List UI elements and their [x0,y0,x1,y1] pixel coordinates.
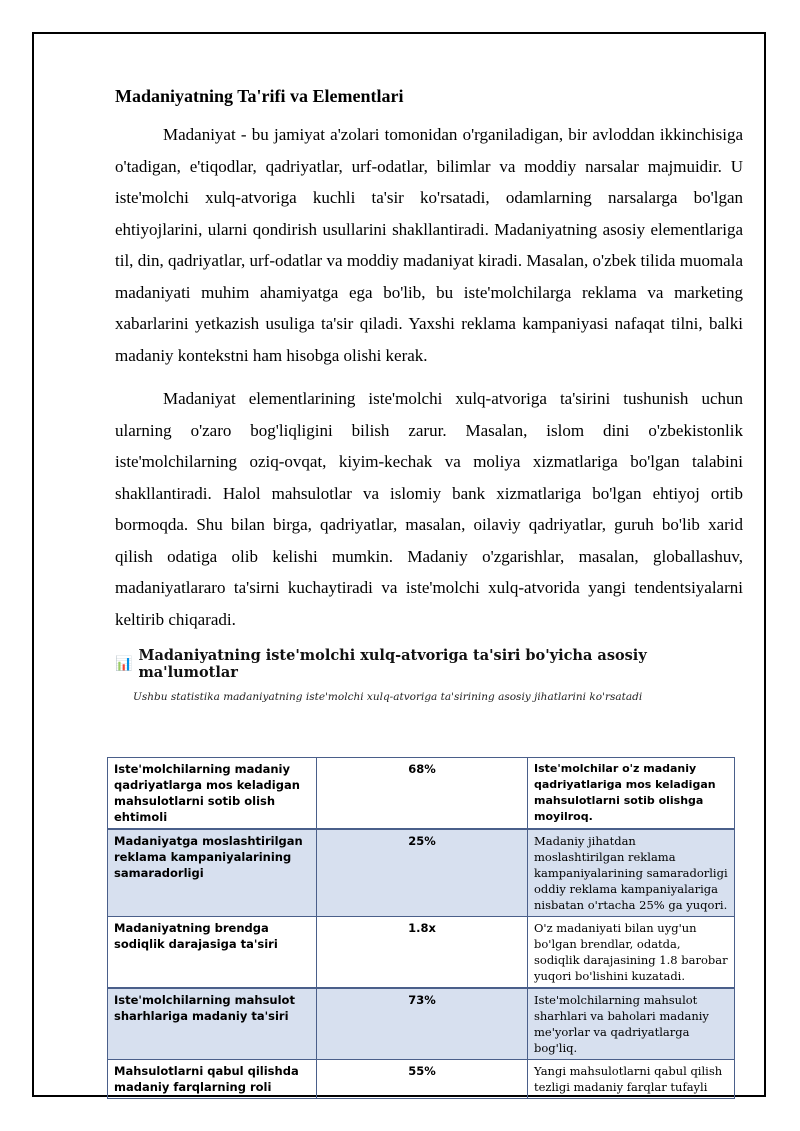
row-description: O'z madaniyati bilan uyg'un bo'lgan brendlar, odatda, sodiqlik darajasining 1.8 barobar yuqori bo'lishini kuzatadi. [528,917,735,989]
row-label: Mahsulotlarni qabul qilishda madaniy farqlarning roli [108,1060,317,1099]
row-description: Iste'molchilarning mahsulot sharhlari va baholari madaniy me'yorlar va qadriyatlarga bog'liq. [528,988,735,1060]
row-value: 68% [317,758,528,830]
paragraph-2: Madaniyat elementlarining iste'molchi xulq-atvoriga ta'sirini tushunish uchun ularning o'zaro bog'liqligini bilish zarur. Masalan, islom dini o'zbekistonlik iste'molchilarning oziq-ovqat, kiyim-kechak va moliya xizmatlariga bo'lgan talabini shakllantiradi. Halol mahsulotlar va islomiy bank xizmatlariga bo'lgan ehtiyoj ortib bormoqda. Shu bilan birga, qadriyatlar, masalan, oilaviy qadriyatlar, guruh bo'lib xarid qilish odatiga olib kelishi mumkin. Madaniy o'zgarishlar, masalan, globallashuv, madaniyatlararo ta'sirni kuchaytiradi va iste'molchi xulq-atvorida yangi tendentsiyalarni keltirib chiqaradi. [115,389,743,629]
stats-subtitle: Ushbu statistika madaniyatning iste'molchi xulq-atvoriga ta'sirining asosiy jihatlarini ko'rsatadi [133,691,643,703]
table-row [108,917,735,989]
table-row [108,1060,735,1099]
table-row [108,758,735,830]
row-label: Madaniyatga moslashtirilgan reklama kampaniyalarining samaradorligi [108,829,317,917]
paragraph-1: Madaniyat - bu jamiyat a'zolari tomonidan o'rganiladigan, bir avloddan ikkinchisiga o'tadigan, e'tiqodlar, qadriyatlar, urf-odatlar, bilimlar va moddiy narsalar majmuidir. U iste'molchi xulq-atvoriga kuchli ta'sir ko'rsatadi, odamlarning narsalarga bo'lgan ehtiyojlarini, ularni qondirish usullarini shakllantiradi. Madaniyatning asosiy elementlariga til, din, qadriyatlar, urf-odatlar va moddiy madaniyat kiradi. Masalan, o'zbek tilida muomala madaniyati muhim ahamiyatga ega bo'lib, bu iste'molchilarga reklama va marketing xabarlarini yetkazish usuliga ta'sir qiladi. Yaxshi reklama kampaniyasi nafaqat tilni, balki madaniy kontekstni ham hisobga olishi kerak. [115,125,743,365]
stats-heading [115,647,743,681]
row-label: Madaniyatning brendga sodiqlik darajasiga ta'siri [108,917,317,989]
row-value: 25% [317,829,528,917]
table-row [108,988,735,1060]
stats-table [107,757,735,1099]
row-description: Iste'molchilar o'z madaniy qadriyatlariga mos keladigan mahsulotlarni sotib olishga moyilroq. [528,758,735,830]
row-label: Iste'molchilarning madaniy qadriyatlarga mos keladigan mahsulotlarni sotib olish ehtimoli [108,758,317,830]
row-label: Iste'molchilarning mahsulot sharhlariga madaniy ta'siri [108,988,317,1060]
row-description: Yangi mahsulotlarni qabul qilish tezligi madaniy farqlar tufayli [528,1060,735,1099]
row-value: 1.8x [317,917,528,989]
table-row [108,829,735,917]
bar-chart-icon: 📊 [115,656,133,672]
document-body [115,86,743,709]
row-value: 55% [317,1060,528,1099]
section-title: Madaniyatning Ta'rifi va Elementlari [115,86,404,106]
row-description: Madaniy jihatdan moslashtirilgan reklama kampaniyalarining samaradorligi oddiy reklama kampaniyalariga nisbatan o'rtacha 25% ga yuqori. [528,829,735,917]
stats-title: Madaniyatning iste'molchi xulq-atvoriga ta'siri bo'yicha asosiy ma'lumotlar [138,647,647,681]
row-value: 73% [317,988,528,1060]
